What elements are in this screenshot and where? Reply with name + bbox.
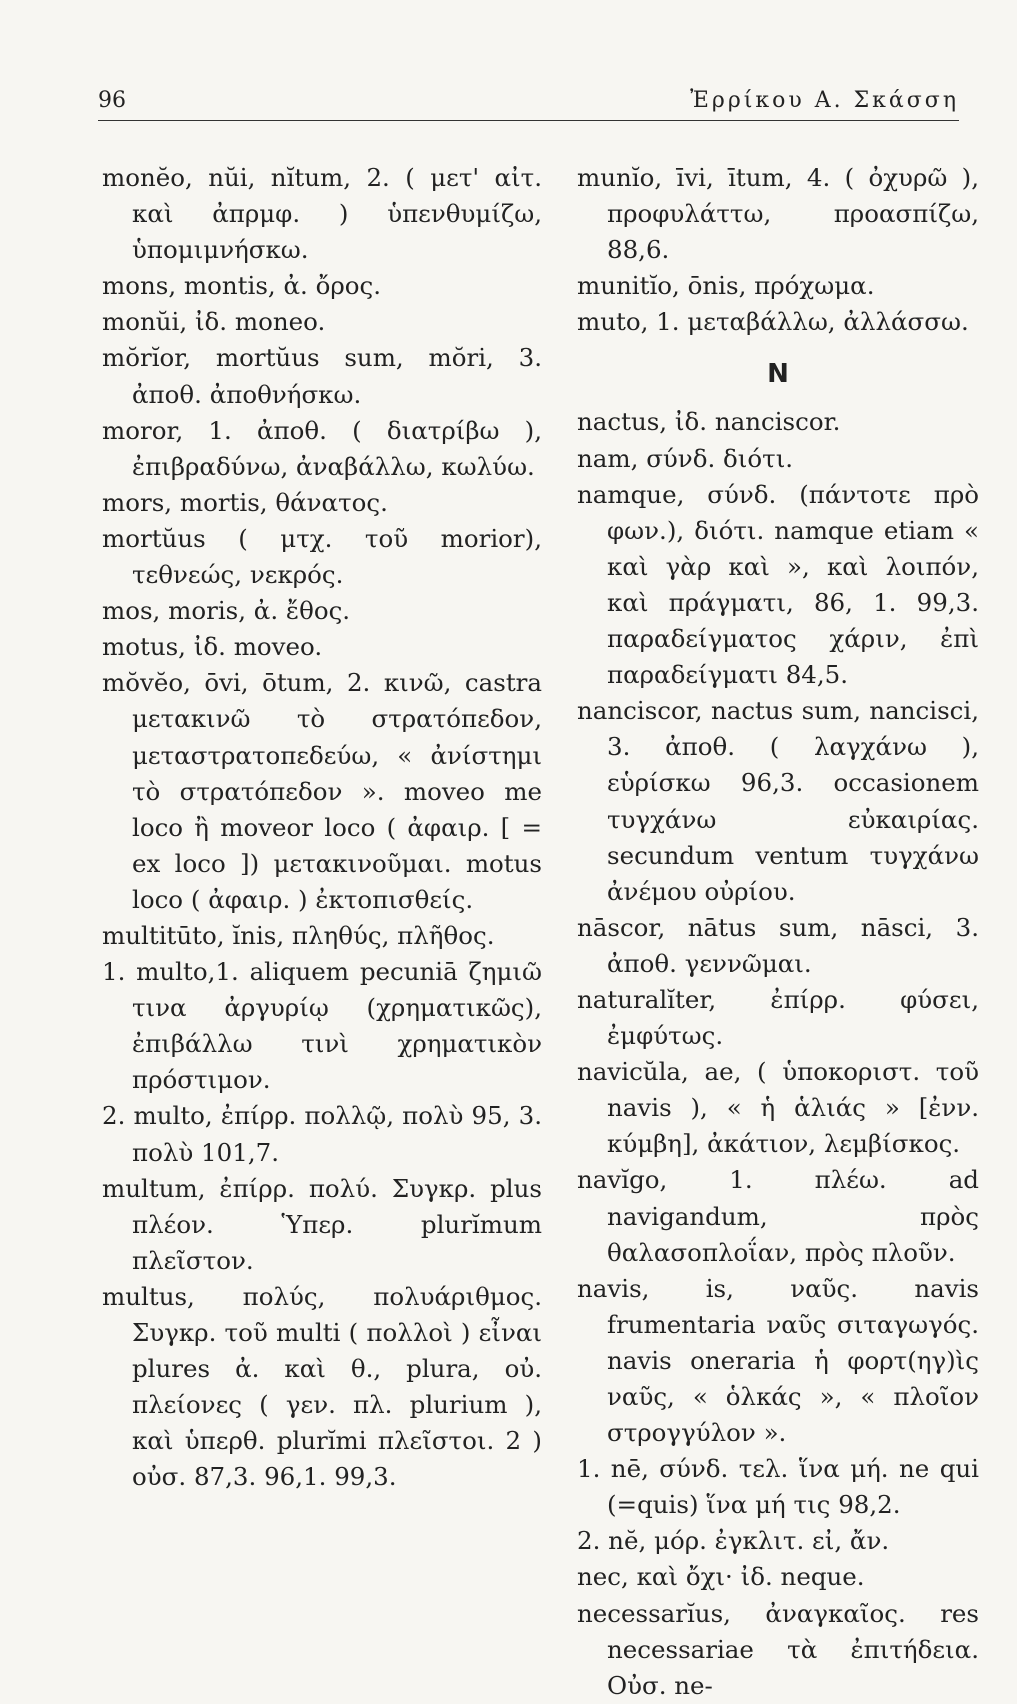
dictionary-entry: 1. multo,1. aliquem pecuniā ζημιῶ τινα ἀργυρίῳ (χρηματικῶς), ἐπιβάλλω τινὶ χρηματικὸν πρόστιμον. [102, 957, 542, 1095]
dictionary-entry: monĕo, nŭi, nĭtum, 2. ( μετ' αἰτ. καὶ ἀπρμφ. ) ὑπενθυμίζω, ὑπομιμνήσκω. [102, 163, 542, 265]
dictionary-entry: navicŭla, ae, ( ὑποκοριστ. τοῦ navis ), « ἡ ἁλιάς » [ἐνν. κύμβη], ἀκάτιον, λεμβίσκος. [577, 1057, 979, 1159]
dictionary-entry: mortŭus ( μτχ. τοῦ morior), τεθνεώς, νεκρός. [102, 523, 542, 590]
dictionary-entry: naturalĭter, ἐπίρρ. φύσει, ἐμφύτως. [577, 984, 979, 1051]
page-header [98, 86, 959, 121]
dictionary-entry: nec, καὶ ὄχι· ἰδ. neque. [577, 1562, 865, 1592]
dictionary-entry: monŭi, ἰδ. moneo. [102, 307, 326, 337]
dictionary-entry: multitūto, ĭnis, πληθύς, πλῆθος. [102, 920, 495, 950]
left-column [102, 160, 542, 1495]
dictionary-entry: nam, σύνδ. διότι. [577, 443, 794, 473]
dictionary-entry: motus, ἰδ. moveo. [102, 632, 323, 662]
dictionary-entry: munĭo, īvi, ītum, 4. ( ὀχυρῶ ), προφυλάττω, προασπίζω, 88,6. [577, 163, 979, 265]
dictionary-entry: nāscor, nātus sum, nāsci, 3. ἀποθ. γεννῶμαι. [577, 912, 979, 978]
dictionary-entry: mŏvĕo, ōvi, ōtum, 2. κινῶ, castra μετακινῶ τὸ στρατόπεδον, μεταστρατοπεδεύω, « ἀνίστημι τὸ στρατόπεδον ». moveo me loco ἢ moveor loco ( ἀφαιρ. [ = ex loco ]) μετακινοῦμαι. motus loco ( ἀφαιρ. ) ἐκτοπισθείς. [102, 668, 542, 914]
dictionary-entry: 1. nē, σύνδ. τελ. ἵνα μή. ne qui (=quis) ἵνα μή τις 98,2. [577, 1454, 979, 1520]
dictionary-entry: mŏrĭor, mortŭus sum, mŏri, 3. ἀποθ. ἀποθνήσκω. [102, 343, 542, 409]
running-title: Ἐρρίκου Α. Σκάσση [690, 88, 959, 113]
page-number: 96 [98, 88, 126, 113]
dictionary-entry: munitĭo, ōnis, πρόχωμα. [577, 271, 875, 301]
dictionary-entry: mors, mortis, θάνατος. [102, 487, 388, 517]
dictionary-entry: moror, 1. ἀποθ. ( διατρίβω ), ἐπιβραδύνω, ἀναβάλλω, κωλύω. [102, 415, 542, 481]
dictionary-entry: mons, montis, ἀ. ὄρος. [102, 271, 382, 301]
dictionary-entry: mos, moris, ἀ. ἔθος. [102, 596, 351, 626]
dictionary-entry: 2. nĕ, μόρ. ἐγκλιτ. εἰ, ἄν. [577, 1526, 890, 1556]
dictionary-entry: namque, σύνδ. (πάντοτε πρὸ φων.), διότι. namque etiam « καὶ γὰρ καὶ », καὶ λοιπόν, καὶ πράγματι, 86, 1. 99,3. παραδείγματος χάριν, ἐπὶ παραδείγματι 84,5. [577, 479, 979, 690]
dictionary-entry: navis, is, ναῦς. navis frumentaria ναῦς σιταγωγός. navis oneraria ἡ φορτ(ηγ)ὶς ναῦς, « ὁλκάς », « πλοῖον στρογγύλον ». [577, 1273, 979, 1448]
dictionary-entry: 2. multo, ἐπίρρ. πολλῷ, πολὺ 95, 3. πολὺ 101,7. [102, 1101, 542, 1167]
dictionary-entry: multus, πολύς, πολυάριθμος. Συγκρ. τοῦ multi ( πολλοὶ ) εἶναι plures ἀ. καὶ θ., plura, οὐ. πλείονες ( γεν. πλ. plurium ), καὶ ὑπερθ. plurĭmi πλεῖστοι. 2 ) οὐσ. 87,3. 96,1. 99,3. [102, 1281, 542, 1492]
dictionary-entry: nanciscor, nactus sum, nancisci, 3. ἀποθ. ( λαγχάνω ), εὑρίσκω 96,3. occasionem τυγχάνω εὐκαιρίας. secundum ventum τυγχάνω ἀνέμου οὐρίου. [577, 696, 979, 906]
dictionary-entry: multum, ἐπίρρ. πολύ. Συγκρ. plus πλέον. Ὑπερ. plurĭmum πλεῖστον. [102, 1173, 542, 1275]
dictionary-entry: muto, 1. μεταβάλλω, ἀλλάσσω. [577, 307, 969, 337]
right-column [577, 160, 979, 1704]
dictionary-entry: nactus, ἰδ. nanciscor. [577, 407, 841, 437]
dictionary-entry: navĭgo, 1. πλέω. ad navigandum, πρὸς θαλασοπλοΐαν, πρὸς πλοῦν. [577, 1165, 979, 1267]
section-letter-heading: N [767, 359, 789, 390]
dictionary-entry: necessarĭus, ἀναγκαῖος. res necessariae τὰ ἐπιτήδεια. Οὐσ. ne- [577, 1598, 979, 1700]
